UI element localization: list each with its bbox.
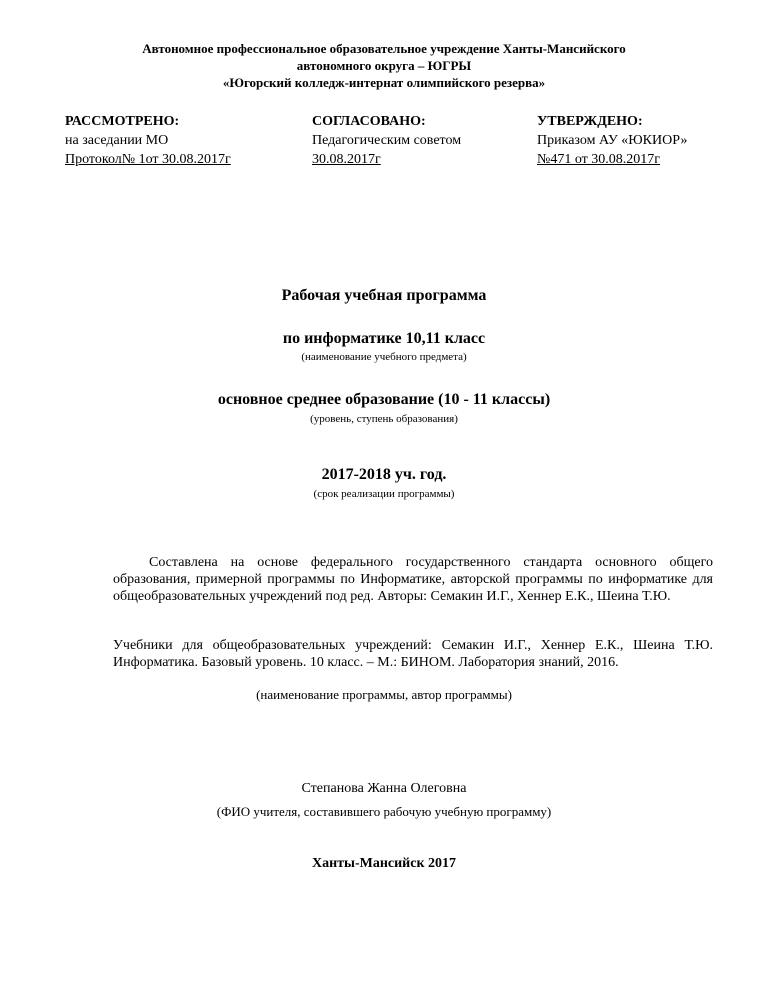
description-paragraph-1: Составлена на основе федерального государственного стандарта основного общего образования, примерной программы по Информатике, авторской программы по информатике для общеобразовательных учреждений под ред. Авторы: Семакин И.Г., Хеннер Е.К., Шеина Т.Ю. (113, 555, 713, 604)
program-period: 2017-2018 уч. год. (321, 466, 447, 483)
agreed-line-2: 30.08.2017г (312, 152, 381, 167)
organization-line-3: «Югорский колледж-интернат олимпийского резерва» (222, 75, 546, 90)
approved-block (537, 112, 687, 169)
organization-line-2: автономного округа – ЮГРЫ (296, 58, 472, 73)
reviewed-title: РАССМОТРЕНО: (65, 114, 180, 129)
description-paragraph-2: Учебники для общеобразовательных учреждений: Семакин И.Г., Хеннер Е.К., Шеина Т.Ю. Информатика. Базовый уровень. 10 класс. – М.: БИНОМ. Лаборатория знаний, 2016. (113, 638, 713, 670)
approved-title: УТВЕРЖДЕНО: (537, 114, 643, 129)
subject-note: (наименование учебного предмета) (301, 351, 467, 363)
level-note: (уровень, ступень образования) (310, 413, 458, 425)
program-level: основное среднее образование (10 - 11 классы) (217, 391, 551, 408)
agreed-line-1: Педагогическим советом (312, 133, 462, 148)
program-subject: по информатике 10,11 класс (282, 330, 486, 347)
description-note: (наименование программы, автор программы) (256, 687, 512, 702)
agreed-title: СОГЛАСОВАНО: (312, 114, 426, 129)
approved-line-1: Приказом АУ «ЮКИОР» (537, 133, 688, 148)
reviewed-line-2: Протокол№ 1от 30.08.2017г (65, 152, 231, 167)
organization-line-1: Автономное профессиональное образовательное учреждение Ханты-Мансийского (142, 41, 626, 56)
organization-header (0, 40, 768, 91)
period-note: (срок реализации программы) (313, 488, 455, 500)
reviewed-block (65, 112, 231, 169)
city-year: Ханты-Мансийск 2017 (311, 856, 457, 871)
author-note: (ФИО учителя, составившего рабочую учебную программу) (216, 804, 552, 819)
program-title: Рабочая учебная программа (281, 287, 487, 304)
agreed-block (312, 112, 461, 169)
author-name: Степанова Жанна Олеговна (301, 781, 467, 796)
approved-line-2: №471 от 30.08.2017г (537, 152, 661, 167)
reviewed-line-1: на заседании МО (65, 133, 169, 148)
